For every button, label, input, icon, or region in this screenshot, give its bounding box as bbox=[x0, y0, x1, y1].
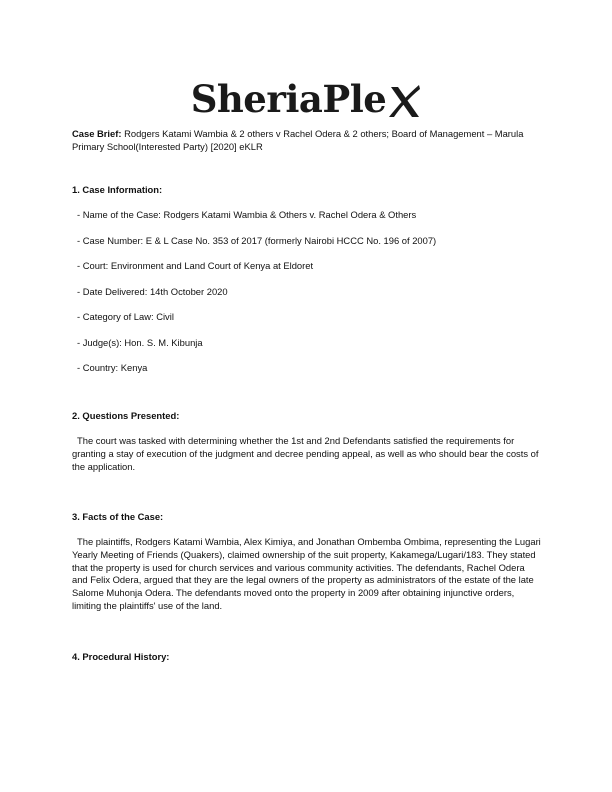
facts-paragraph: The plaintiffs, Rodgers Katami Wambia, Alex Kimiya, and Jonathan Ombemba Ombima, representing the Lugari Yearly Meeting of Friends (Quakers), claimed ownership of the suit property, Kakamega/Lugari/183. They stated that the property is used for church services and various community activities. The defendants, Rachel Odera and Felix Odera, argued that they are the legal owners of the property as administrators of the estate of the late Salome Muhonja Odera. The defendants moved onto the property in 2009 after obtaining injunctive orders, limiting the plaintiffs' use of the land. bbox=[72, 535, 541, 612]
logo-text: SheriaPle bbox=[190, 77, 387, 121]
case-information-list bbox=[72, 209, 542, 375]
section-case-information-heading: 1. Case Information: bbox=[72, 183, 163, 195]
case-info-number: - Case Number: E & L Case No. 353 of 2017 (formerly Nairobi HCCC No. 196 of 2007) bbox=[77, 234, 437, 246]
case-info-name: - Name of the Case: Rodgers Katami Wambia & Others v. Rachel Odera & Others bbox=[77, 209, 417, 221]
case-info-country: - Country: Kenya bbox=[77, 362, 148, 374]
case-brief-label: Case Brief: bbox=[72, 128, 122, 139]
questions-presented-paragraph: The court was tasked with determining whether the 1st and 2nd Defendants satisfied the requirements for granting a stay of execution of the judgment and decree pending appeal, as well as who should bear the costs of the application. bbox=[72, 435, 539, 472]
section-facts-heading: 3. Facts of the Case: bbox=[72, 510, 164, 522]
case-info-court: - Court: Environment and Land Court of Kenya at Eldoret bbox=[77, 260, 314, 272]
case-brief-text: Rodgers Katami Wambia & 2 others v Rachel Odera & 2 others; Board of Management – Marula Primary School(Interested Party) [2020] eKLR bbox=[72, 128, 524, 152]
case-brief bbox=[72, 128, 542, 154]
section-procedural-history-heading: 4. Procedural History: bbox=[72, 651, 170, 663]
section-questions-presented-heading: 2. Questions Presented: bbox=[72, 410, 180, 422]
sheriaplex-logo bbox=[0, 76, 612, 122]
case-info-category: - Category of Law: Civil bbox=[77, 311, 174, 323]
document-body bbox=[72, 128, 542, 664]
case-info-judges: - Judge(s): Hon. S. M. Kibunja bbox=[77, 336, 203, 348]
case-info-date: - Date Delivered: 14th October 2020 bbox=[77, 285, 228, 297]
logo-x-mark-icon bbox=[387, 83, 421, 119]
